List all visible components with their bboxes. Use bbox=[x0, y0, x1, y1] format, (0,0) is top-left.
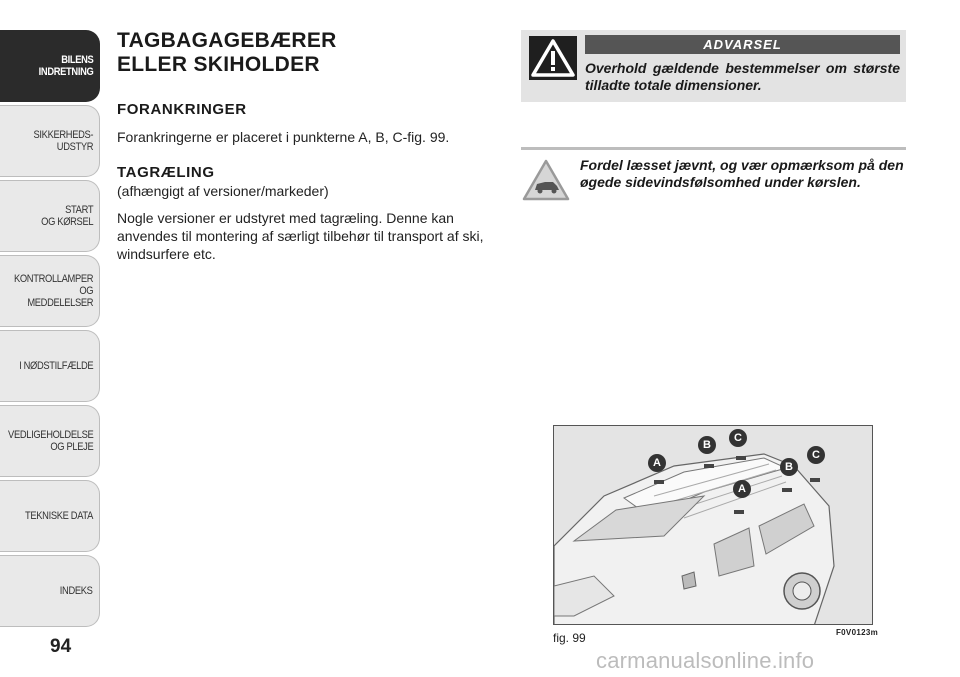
car-sidewind-icon bbox=[521, 157, 571, 203]
tab-sikkerhedsudstyr[interactable]: SIKKERHEDS- UDSTYR bbox=[0, 105, 100, 177]
figure-caption: fig. 99 bbox=[553, 631, 586, 645]
divider bbox=[521, 147, 906, 150]
section-heading-forankringer: FORANKRINGER bbox=[117, 101, 247, 118]
tab-bilens-indretning[interactable]: BILENS INDRETNING bbox=[0, 30, 100, 102]
page-number: 94 bbox=[50, 636, 72, 657]
figure-roof-anchors bbox=[553, 425, 873, 625]
warning-triangle-icon bbox=[529, 36, 577, 80]
van-illustration bbox=[554, 426, 873, 625]
section-subtitle-tagraeling: (afhængigt af versioner/markeder) bbox=[117, 183, 329, 199]
marker-a-front: A bbox=[648, 454, 666, 472]
tab-i-nodstilfaelde[interactable]: I NØDSTILFÆLDE bbox=[0, 330, 100, 402]
figure-code: F0V0123m bbox=[836, 628, 878, 637]
tab-kontrollamper[interactable]: KONTROLLAMPER OG MEDDELELSER bbox=[0, 255, 100, 327]
marker-b-rear: B bbox=[780, 458, 798, 476]
section-text-forankringer: Forankringerne er placeret i punkterne A, B, C-fig. 99. bbox=[117, 129, 450, 145]
warning-heading: ADVARSEL bbox=[585, 35, 900, 54]
watermark: carmanualsonline.info bbox=[596, 648, 815, 673]
tab-vedligeholdelse[interactable]: VEDLIGEHOLDELSE OG PLEJE bbox=[0, 405, 100, 477]
page-title: TAGBAGAGEBÆRER ELLER SKIHOLDER bbox=[117, 29, 337, 76]
marker-a-rear: A bbox=[733, 480, 751, 498]
section-text-tagraeling: Nogle versioner er udstyret med tagræling. Denne kan anvendes til montering af særligt tilbehør til transport af ski, windsurfere etc. bbox=[117, 210, 484, 262]
warning-box bbox=[521, 30, 906, 102]
tab-start-og-korsel[interactable]: START OG KØRSEL bbox=[0, 180, 100, 252]
marker-b-front: B bbox=[698, 436, 716, 454]
tab-tekniske-data[interactable]: TEKNISKE DATA bbox=[0, 480, 100, 552]
tab-indeks[interactable]: INDEKS bbox=[0, 555, 100, 627]
tip-text: Fordel læsset jævnt, og vær opmærksom på den øgede sidevindsfølsomhed under kørslen. bbox=[580, 157, 904, 190]
section-heading-tagraeling: TAGRÆLING bbox=[117, 164, 215, 181]
warning-text: Overhold gældende bestemmelser om største tilladte totale dimensioner. bbox=[585, 60, 900, 93]
marker-c-front: C bbox=[729, 429, 747, 447]
marker-c-rear: C bbox=[807, 446, 825, 464]
